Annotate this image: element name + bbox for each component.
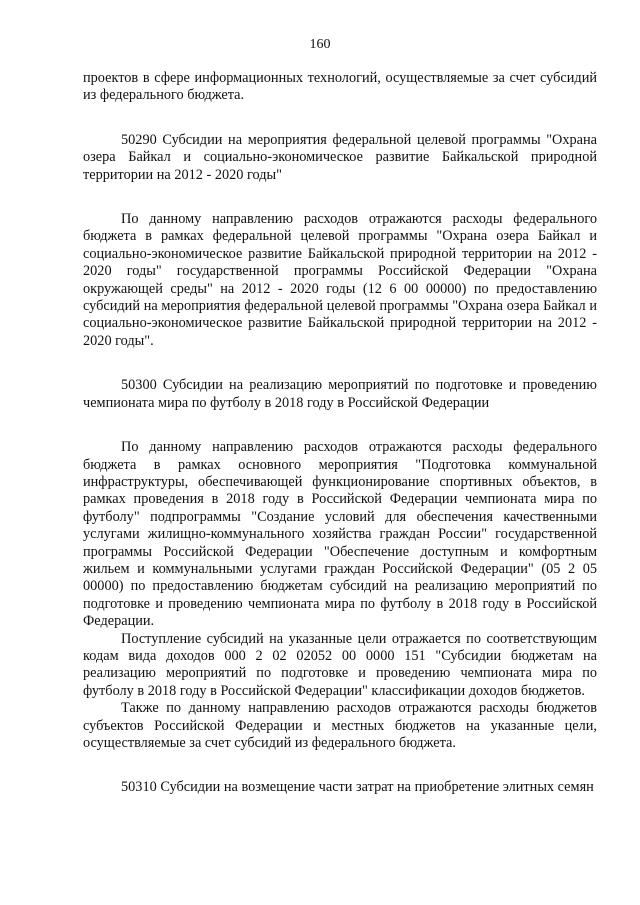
- document-body: [83, 70, 597, 797]
- paragraph-50290-description: По данному направлению расходов отражаются расходы федерального бюджета в рамках федеральной целевой программы "Охрана озера Байкал и социально-экономическое развитие Байкальской природной территории на 2012 - 2020 годы" государственной программы Российской Федерации "Охрана окружающей среды" на 2012 - 2020 годы (12 6 00 00000) по предоставлению субсидий на мероприятия федеральной целевой программы "Охрана озера Байкал и социально-экономическое развитие Байкальской природной территории на 2012 - 2020 годы".: [83, 211, 597, 349]
- paragraph-50300-description: По данному направлению расходов отражаются расходы федерального бюджета в рамках основного мероприятия "Подготовка коммунальной инфраструктуры, обеспечивающей функционирование спортивных объектов, в рамках проведения в 2018 году в Российской Федерации чемпионата мира по футболу" подпрограммы "Создание условий для обеспечения качественными услугами жилищно-коммунального хозяйства граждан России" государственной программы Российской Федерации "Обеспечение доступным и комфортным жильем и коммунальными услугами граждан Российской Федерации" (05 2 05 00000) по предоставлению бюджетам субсидий на реализацию мероприятий по подготовке и проведению чемпионата мира по футболу в 2018 году в Российской Федерации.: [83, 439, 597, 630]
- paragraph-50300-regional: Также по данному направлению расходов отражаются расходы бюджетов субъектов Российской Федерации и местных бюджетов на указанные цели, осуществляемые за счет субсидий из федерального бюджета.: [83, 700, 597, 751]
- section-heading-50310: 50310 Субсидии на возмещение части затрат на приобретение элитных семян: [121, 779, 594, 796]
- section-heading-50300: 50300 Субсидии на реализацию мероприятий по подготовке и проведению чемпионата мира по футболу в 2018 году в Российской Федерации: [83, 377, 597, 411]
- paragraph-continuation: проектов в сфере информационных технологий, осуществляемые за счет субсидий из федерального бюджета.: [83, 70, 597, 104]
- section-heading-50290: 50290 Субсидии на мероприятия федеральной целевой программы "Охрана озера Байкал и социально-экономическое развитие Байкальской природной территории на 2012 - 2020 годы": [83, 131, 597, 183]
- paragraph-50300-revenue: Поступление субсидий на указанные цели отражается по соответствующим кодам вида доходов 000 2 02 02052 00 0000 151 "Субсидии бюджетам на реализацию мероприятий по подготовке и проведению чемпионата мира по футболу в 2018 году в Российской Федерации" классификации доходов бюджетов.: [83, 630, 597, 699]
- page-number: 160: [309, 37, 331, 52]
